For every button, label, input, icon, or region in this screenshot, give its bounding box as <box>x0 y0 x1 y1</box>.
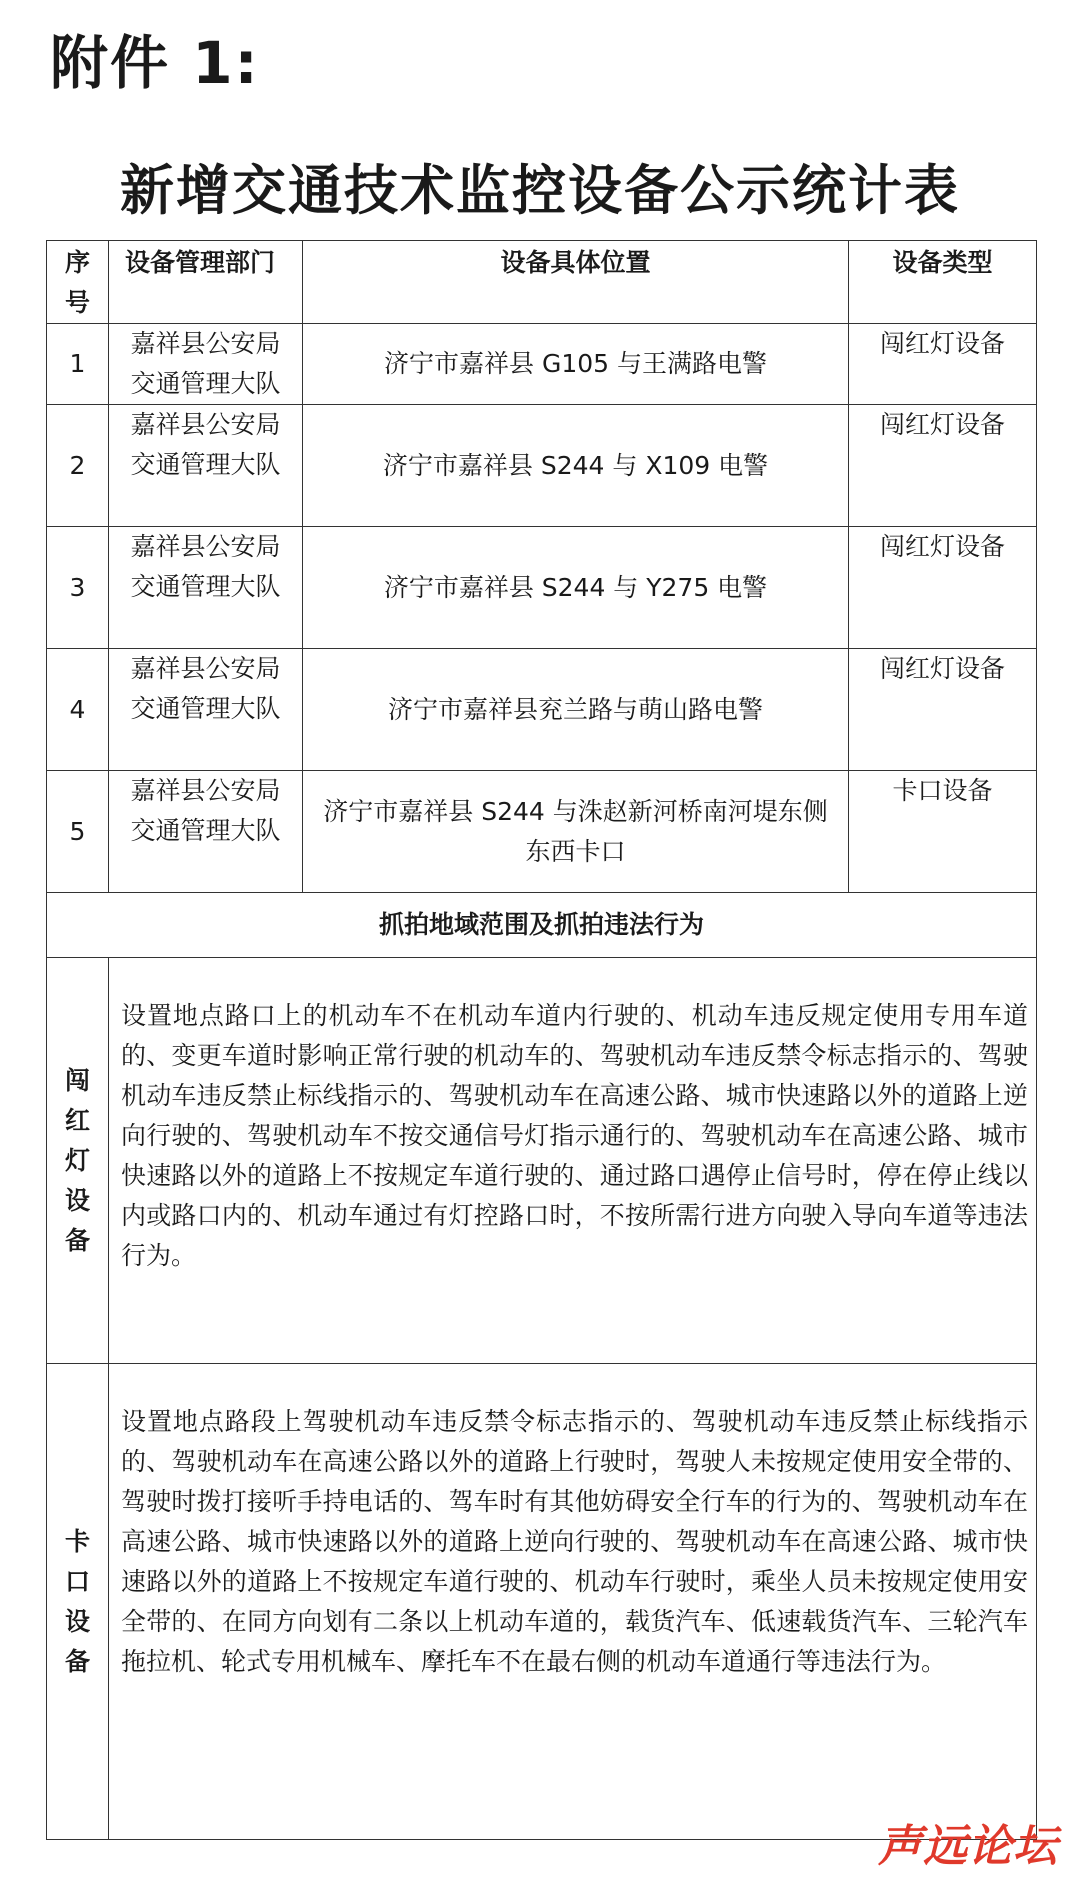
row-department <box>109 324 303 405</box>
rule-label-red-light <box>47 958 109 1364</box>
document-title: 新增交通技术监控设备公示统计表 <box>120 159 960 222</box>
row-seq: 3 <box>47 527 109 649</box>
row-department <box>109 405 303 527</box>
row-type: 闯红灯设备 <box>849 405 1037 527</box>
rule-label-char: 设 <box>64 1606 90 1636</box>
header-department: 设备管理部门 <box>109 241 303 324</box>
rule-label-checkpoint <box>47 1364 109 1840</box>
table-row <box>47 771 1037 893</box>
rule-label-char: 卡 <box>64 1526 90 1556</box>
row-department-line2: 交通管理大队 <box>130 450 281 479</box>
row-department <box>109 771 303 893</box>
row-department-line1: 嘉祥县公安局 <box>130 329 281 358</box>
row-type: 闯红灯设备 <box>849 649 1037 771</box>
row-seq: 4 <box>47 649 109 771</box>
rule-label-char: 闯 <box>64 1065 90 1095</box>
row-seq: 5 <box>47 771 109 893</box>
row-department-line2: 交通管理大队 <box>130 694 281 723</box>
rule-text-checkpoint: 设置地点路段上驾驶机动车违反禁令标志指示的、驾驶机动车违反禁止标线指示的、驾驶机动车在高速公路以外的道路上行驶时，驾驶人未按规定使用安全带的、驾驶时拨打接听手持电话的、驾车时有其他妨碍安全行车的行为的、驾驶机动车在高速公路、城市快速路以外的道路上逆向行驶的、驾驶机动车在高速公路、城市快速路以外的道路上不按规定车道行驶的、机动车行驶时，乘坐人员未按规定使用安全带的、在同方向划有二条以上机动车道的，载货汽车、低速载货汽车、三轮汽车拖拉机、轮式专用机械车、摩托车不在最右侧的机动车道通行等违法行为。 <box>109 1364 1037 1840</box>
row-type: 闯红灯设备 <box>849 527 1037 649</box>
section-heading: 抓拍地域范围及抓拍违法行为 <box>47 893 1037 958</box>
row-location: 济宁市嘉祥县 G105 与王满路电警 <box>303 324 849 405</box>
header-type: 设备类型 <box>849 241 1037 324</box>
header-location: 设备具体位置 <box>303 241 849 324</box>
section-heading-row <box>47 893 1037 958</box>
rule-row-red-light <box>47 958 1037 1364</box>
header-seq-line1: 序 <box>64 248 90 277</box>
header-seq <box>47 241 109 324</box>
rule-label-char: 红 <box>64 1105 90 1135</box>
table-row <box>47 527 1037 649</box>
rule-label-char: 备 <box>64 1225 90 1255</box>
row-location: 济宁市嘉祥县 S244 与 X109 电警 <box>303 405 849 527</box>
device-statistics-table <box>46 240 1037 1840</box>
forum-watermark: 声远论坛 <box>878 1821 1058 1872</box>
row-department <box>109 649 303 771</box>
row-department-line2: 交通管理大队 <box>130 572 281 601</box>
row-department-line2: 交通管理大队 <box>130 816 281 845</box>
rule-row-checkpoint <box>47 1364 1037 1840</box>
row-department-line2: 交通管理大队 <box>130 369 281 398</box>
row-location: 济宁市嘉祥县 S244 与洙赵新河桥南河堤东侧东西卡口 <box>303 771 849 893</box>
rule-label-char: 设 <box>64 1185 90 1215</box>
rule-label-char: 备 <box>64 1646 90 1676</box>
row-department-line1: 嘉祥县公安局 <box>130 532 281 561</box>
rule-text-red-light: 设置地点路口上的机动车不在机动车道内行驶的、机动车违反规定使用专用车道的、变更车道时影响正常行驶的机动车的、驾驶机动车违反禁令标志指示的、驾驶机动车违反禁止标线指示的、驾驶机动车在高速公路、城市快速路以外的道路上逆向行驶的、驾驶机动车不按交通信号灯指示通行的、驾驶机动车在高速公路、城市快速路以外的道路上不按规定车道行驶的、通过路口遇停止信号时，停在停止线以内或路口内的、机动车通过有灯控路口时，不按所需行进方向驶入导向车道等违法行为。 <box>109 958 1037 1364</box>
row-type: 闯红灯设备 <box>849 324 1037 405</box>
rule-label-char: 口 <box>64 1566 90 1596</box>
row-department-line1: 嘉祥县公安局 <box>130 776 281 805</box>
row-type: 卡口设备 <box>849 771 1037 893</box>
row-seq: 2 <box>47 405 109 527</box>
table-header-row <box>47 241 1037 324</box>
row-department <box>109 527 303 649</box>
row-department-line1: 嘉祥县公安局 <box>130 654 281 683</box>
row-seq: 1 <box>47 324 109 405</box>
row-location: 济宁市嘉祥县兖兰路与萌山路电警 <box>303 649 849 771</box>
attachment-label: 附件 1: <box>50 29 260 97</box>
row-location: 济宁市嘉祥县 S244 与 Y275 电警 <box>303 527 849 649</box>
header-seq-line2: 号 <box>64 288 90 317</box>
table-row <box>47 324 1037 405</box>
table-row <box>47 649 1037 771</box>
table-row <box>47 405 1037 527</box>
row-department-line1: 嘉祥县公安局 <box>130 410 281 439</box>
rule-label-char: 灯 <box>64 1145 90 1175</box>
